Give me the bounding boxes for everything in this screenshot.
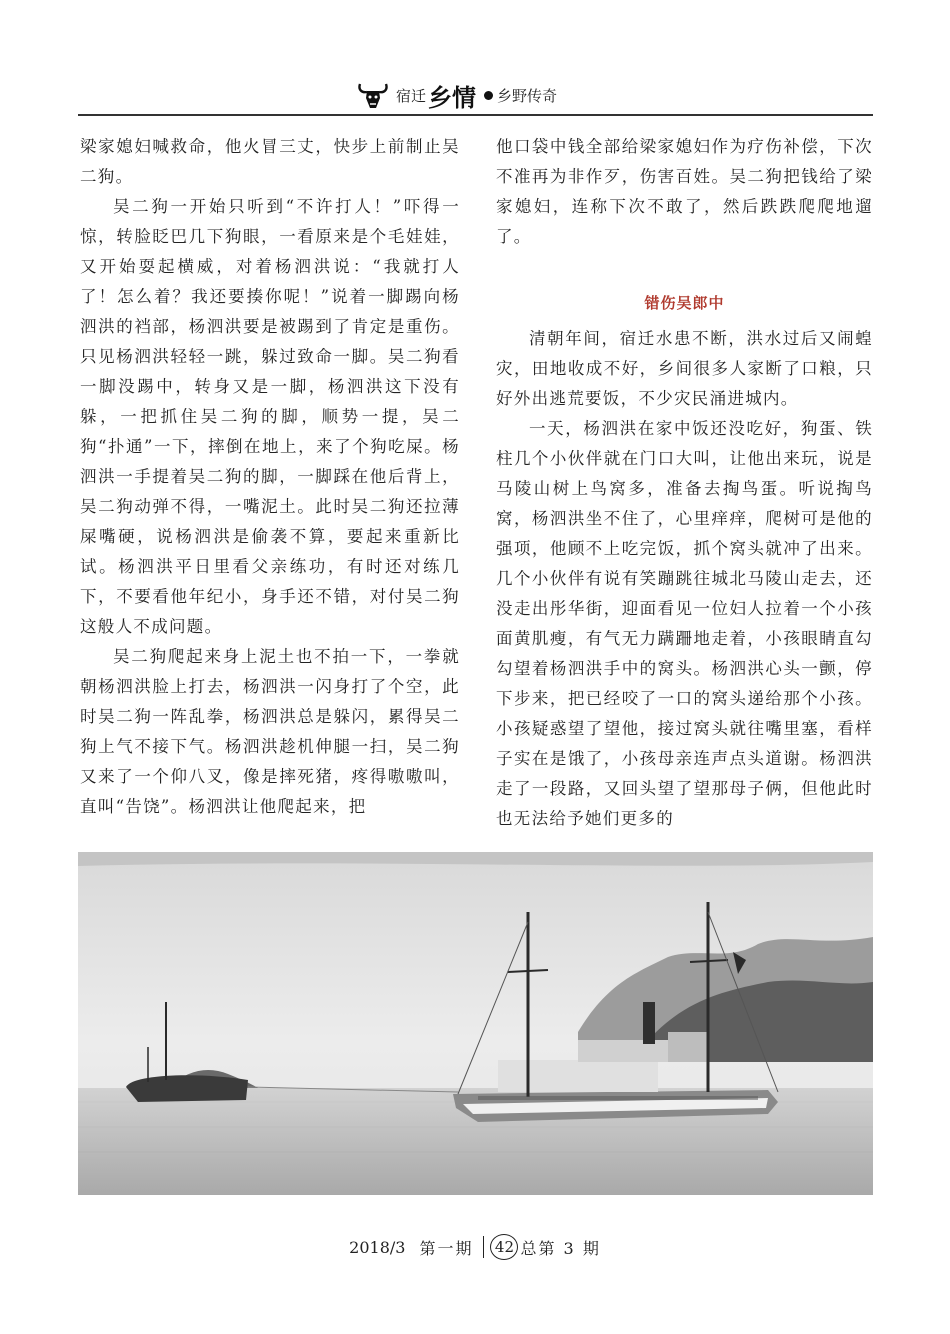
paragraph: 吴二狗爬起来身上泥土也不拍一下，一拳就朝杨泗洪脸上打去，杨泗洪一闪身打了个空，此时吴二狗一阵乱拳，杨泗洪总是躲闪，累得吴二狗上气不接下气。杨泗洪趁机伸腿一扫，吴二狗又来了一个仰八叉，像是摔死猪，疼得嗷嗷叫，直叫“告饶”。杨泗洪让他爬起来，把 — [80, 647, 460, 816]
total-issue: 总第 3 期 — [520, 1238, 601, 1258]
brand-big-text: 乡情 — [428, 83, 477, 112]
issue-date: 2018/3 — [349, 1237, 406, 1257]
page-header — [78, 78, 873, 116]
right-column — [496, 132, 873, 834]
section-title: 错伤吴郎中 — [644, 294, 725, 312]
bullet-dot-icon — [484, 91, 493, 100]
paragraph: 清朝年间，宿迁水患不断，洪水过后又闹蝗灾，田地收成不好，乡间很多人家断了口粮，只好外出逃荒要饭，不少灾民涌进城内。 — [496, 329, 873, 408]
paragraph: 吴二狗一开始只听到“不许打人！”吓得一惊，转脸眨巴几下狗眼，一看原来是个毛娃娃，又开始耍起横威，对着杨泗洪说：“我就打人了！怎么着？我还要揍你呢！”说着一脚踢向杨泗洪的裆部，杨泗洪要是被踢到了肯定是重伤。只见杨泗洪轻轻一跳，躲过致命一脚。吴二狗看一脚没踢中，转身又是一脚，杨泗洪这下没有躲，一把抓住吴二狗的脚，顺势一提，吴二狗“扑通”一下，摔倒在地上，来了个狗吃屎。杨泗洪一手提着吴二狗的脚，一脚踩在他后背上，吴二狗动弹不得，一嘴泥土。此时吴二狗还拉薄屎嘴硬，说杨泗洪是偷袭不算，要起来重新比试。杨泗洪平日里看父亲练功，有时还对练几下，不要看他年纪小，身手还不错，对付吴二狗这般人不成问题。 — [80, 197, 460, 636]
column-name: 乡野传奇 — [497, 86, 558, 105]
page-number: 42 — [490, 1234, 518, 1260]
ship-photo-illustration — [78, 852, 873, 1195]
ox-head-logo-icon — [356, 78, 390, 112]
paragraph: 他口袋中钱全部给梁家媳妇作为疗伤补偿，下次不准再为非作歹，伤害百姓。吴二狗把钱给了梁家媳妇，连称下次不敢了，然后跌跌爬爬地遛了。 — [496, 137, 873, 246]
paragraph: 一天，杨泗洪在家中饭还没吃好，狗蛋、铁柱几个小伙伴就在门口大叫，让他出来玩，说是马陵山树上鸟窝多，准备去掏鸟蛋。听说掏鸟窝，杨泗洪坐不住了，心里痒痒，爬树可是他的强项，他顾不上吃完饭，抓个窝头就冲了出来。几个小伙伴有说有笑蹦跳往城北马陵山走去，还没走出彤华街，迎面看见一位妇人拉着一个小孩面黄肌瘦，有气无力蹒跚地走着，小孩眼睛直勾勾望着杨泗洪手中的窝头。杨泗洪心头一颤，停下步来，把已经咬了一口的窝头递给那个小孩。小孩疑惑望了望他，接过窝头就往嘴里塞，看样子实在是饿了，小孩母亲连声点头道谢。杨泗洪走了一段路，又回头望了望那母子俩，但他此时也无法给予她们更多的 — [496, 419, 873, 828]
historical-ship-photo — [78, 852, 873, 1195]
footer-separator — [483, 1236, 484, 1258]
header-brand — [356, 78, 557, 112]
header-divider — [78, 114, 873, 116]
brand-small-text: 宿迁 — [396, 86, 427, 105]
issue-number: 第一期 — [419, 1238, 474, 1258]
left-column — [80, 132, 460, 822]
paragraph: 梁家媳妇喊救命，他火冒三丈，快步上前制止吴二狗。 — [80, 137, 460, 186]
page-footer — [0, 1232, 950, 1262]
